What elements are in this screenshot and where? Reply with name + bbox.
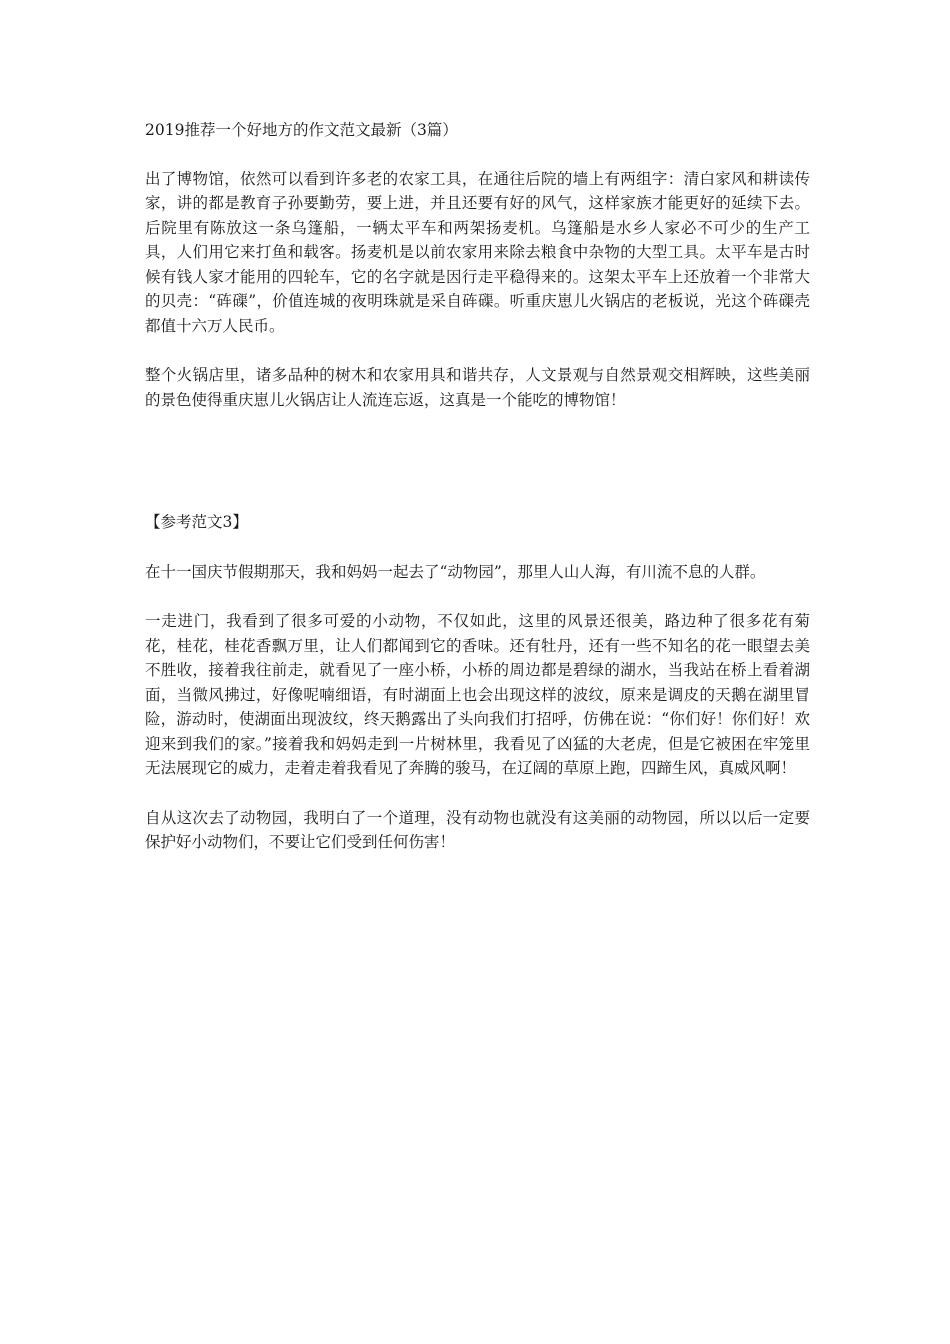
paragraph-zoo-intro: 在十一国庆节假期那天，我和妈妈一起去了“动物园”，那里人山人海，有川流不息的人群。 — [145, 562, 766, 581]
paragraph-hotpot-summary: 整个火锅店里，诸多品种的树木和农家用具和谐共存，人文景观与自然景观交相辉映，这些美丽的景色使得重庆崽儿火锅店让人流连忘返，这真是一个能吃的博物馆！ — [145, 366, 810, 409]
paragraph-zoo-lesson: 自从这次去了动物园，我明白了一个道理，没有动物也就没有这美丽的动物园，所以以后一定要保护好小动物们，不要让它们受到任何伤害！ — [145, 808, 810, 851]
paragraph-museum-tools: 出了博物馆，依然可以看到许多老的农家工具，在通往后院的墙上有两组字：清白家风和耕读传家，讲的都是教育子孙要勤劳，要上进，并且还要有好的风气，这样家族才能更好的延续下去。后院里有陈放这一条乌篷船，一辆太平车和两架扬麦机。乌篷船是水乡人家必不可少的生产工具，人们用它来打鱼和载客。扬麦机是以前农家用来除去粮食中杂物的大型工具。太平车是古时候有钱人家才能用的四轮车，它的名字就是因行走平稳得来的。这架太平车上还放着一个非常大的贝壳：“砗磲”，价值连城的夜明珠就是采自砗磲。听重庆崽儿火锅店的老板说，光这个砗磲壳都值十六万人民币。 — [145, 169, 810, 335]
section-heading-reference-3: 【参考范文3】 — [145, 513, 248, 531]
document-body — [145, 118, 810, 880]
paragraph-zoo-visit: 一走进门，我看到了很多可爱的小动物，不仅如此，这里的风景还很美，路边种了很多花有菊花，桂花，桂花香飘万里，让人们都闻到它的香味。还有牡丹，还有一些不知名的花一眼望去美不胜收，接着我往前走，就看见了一座小桥，小桥的周边都是碧绿的湖水，当我站在桥上看着湖面，当微风拂过，好像呢喃细语，有时湖面上也会出现这样的波纹，原来是调皮的天鹅在湖里冒险，游动时，使湖面出现波纹，终天鹅露出了头向我们打招呼，仿佛在说：“你们好！你们好！欢迎来到我们的家。”接着我和妈妈走到一片树林里，我看见了凶猛的大老虎，但是它被困在牢笼里无法展现它的威力，走着走着我看见了奔腾的骏马，在辽阔的草原上跑，四蹄生风，真威风啊！ — [145, 612, 810, 777]
document-title: 2019推荐一个好地方的作文范文最新（3篇） — [145, 121, 458, 139]
section-spacer — [145, 437, 810, 510]
